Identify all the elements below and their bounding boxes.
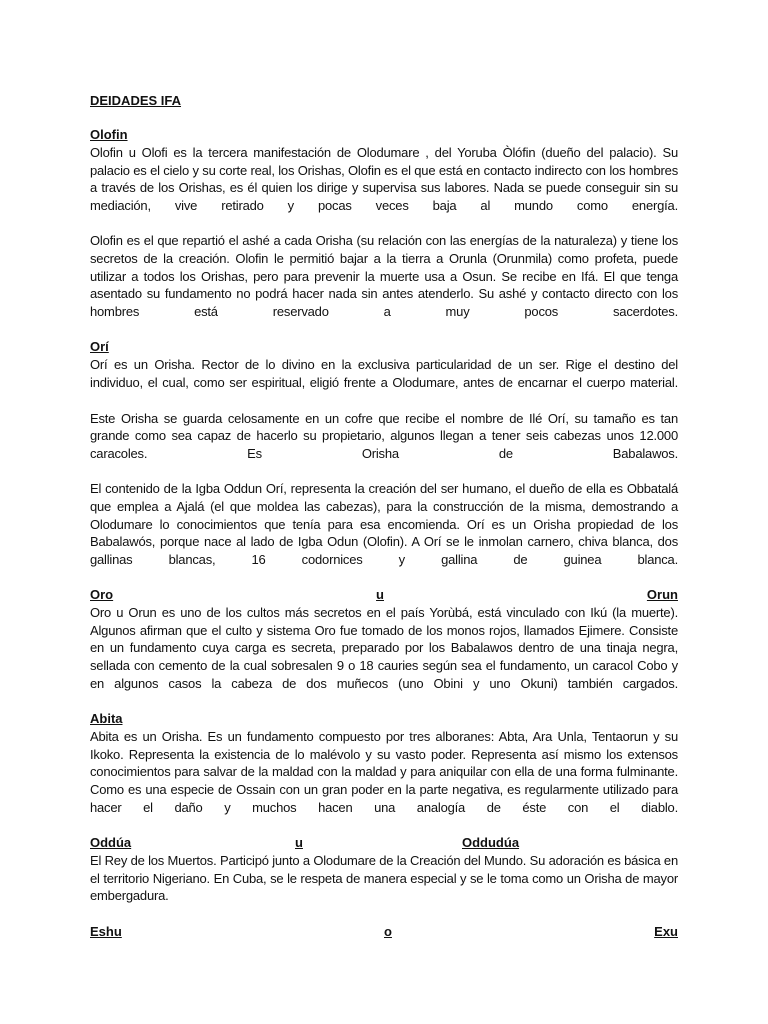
- heading-word: Exu: [654, 924, 678, 939]
- paragraph: El Rey de los Muertos. Participó junto a Olodumare de la Creación del Mundo. Su adoración es básica en el territorio Nigeriano. En Cuba, se le respeta de manera especial y se le toma como un Orisha de mayor embergadura.: [90, 853, 678, 904]
- section-heading-olofin: Olofin: [90, 127, 128, 142]
- section-heading-oddua: [90, 834, 678, 852]
- heading-word: o: [384, 924, 392, 939]
- heading-word: Oddudúa: [462, 835, 520, 851]
- paragraph: Olofin u Olofi es la tercera manifestación de Olodumare , del Yoruba Òlófin (dueño del palacio). Su palacio es el cielo y su corte real, los Orishas, Olofin es el que está en contacto indirecto con los hombres a través de los Orishas, es él quien los dirige y supervisa sus labores. Nada se puede conseguir sin su mediación, vive retirado y pocas veces baja al mundo como energía.: [90, 145, 678, 213]
- heading-word: u: [376, 587, 384, 603]
- paragraph: Este Orisha se guarda celosamente en un cofre que recibe el nombre de Ilé Orí, su tamaño es tan grande como sea capaz de hacerlo su propietario, algunos llegan a tener seis cabezas unos 12.000 caracoles. Es Orisha de Babalawos.: [90, 410, 678, 461]
- heading-word: Oddúa: [90, 835, 132, 851]
- heading-word: Orun: [646, 587, 678, 603]
- heading-word: u: [295, 835, 303, 851]
- section-heading-abita: Abita: [90, 711, 123, 727]
- document-title: DEIDADES IFA: [90, 93, 182, 108]
- section-heading-eshu: [90, 923, 678, 941]
- paragraph: El contenido de la Igba Oddun Orí, representa la creación del ser humano, el dueño de ella es Obbatalá que emplea a Ajalá (el que moldea las cabezas), para la construcción de la misma, demostrando a Olodumare lo conocimientos que tenía para esa encomienda. Orí es un Orisha propiedad de los Babalawós, porque nace al lado de Igba Odun (Olofin). A Orí se le inmolan carnero, chiva blanca, dos gallinas blancas, 16 codornices y gallina de guinea blanca.: [90, 481, 678, 567]
- paragraph: Abita es un Orisha. Es un fundamento compuesto por tres alboranes: Abta, Ara Unla, Tentaorun y su Ikoko. Representa la existencia de lo malévolo y su vasto poder. Representa así mismo los extensos conocimientos para salvar de la maldad con la maldad y para aniquilar con ella de una forma fulminante. Como es una especie de Ossain con un gran poder en la parte negativa, es regularmente utilizado para hacer el daño y muchos hacen una analogía de éste con el diablo.: [90, 729, 678, 815]
- paragraph: Oro u Orun es uno de los cultos más secretos en el país Yorùbá, está vinculado con Ikú (la muerte). Algunos afirman que el culto y sistema Oro fue tomado de los monos rojos, llamados Ejimere. Consiste en un fundamento cuya carga es secreta, preparado por los Babalawos dentro de una tinaja negra, sellada con cemento de la cual sobresalen 9 o 18 cauries según sea el fundamento, un caracol Cobo y en algunos casos la cabeza de dos muñecos (uno Obini y uno Okuni) también cargados.: [90, 605, 678, 691]
- section-heading-oro: [90, 586, 678, 604]
- paragraph: Orí es un Orisha. Rector de lo divino en la exclusiva particularidad de un ser. Rige el destino del individuo, el cual, como ser espiritual, eligió frente a Olodumare, antes de encarnar el cuerpo material.: [90, 357, 678, 390]
- section-heading-ori: Orí: [90, 339, 109, 355]
- heading-word: Oro: [90, 587, 114, 603]
- heading-word: Eshu: [90, 924, 122, 939]
- paragraph: Olofin es el que repartió el ashé a cada Orisha (su relación con las energías de la naturaleza) y tiene los secretos de la creación. Olofin le permitió bajar a la tierra a Orunla (Orunmila) como profeta, puede utilizar a todos los Orishas, pero para prevenir la muerte usa a Osun. Se recibe en Ifá. El que tenga asentado su fundamento no podrá hacer nada sin antes atenderlo. Su ashé y contacto directo con los hombres está reservado a muy pocos sacerdotes.: [90, 233, 678, 319]
